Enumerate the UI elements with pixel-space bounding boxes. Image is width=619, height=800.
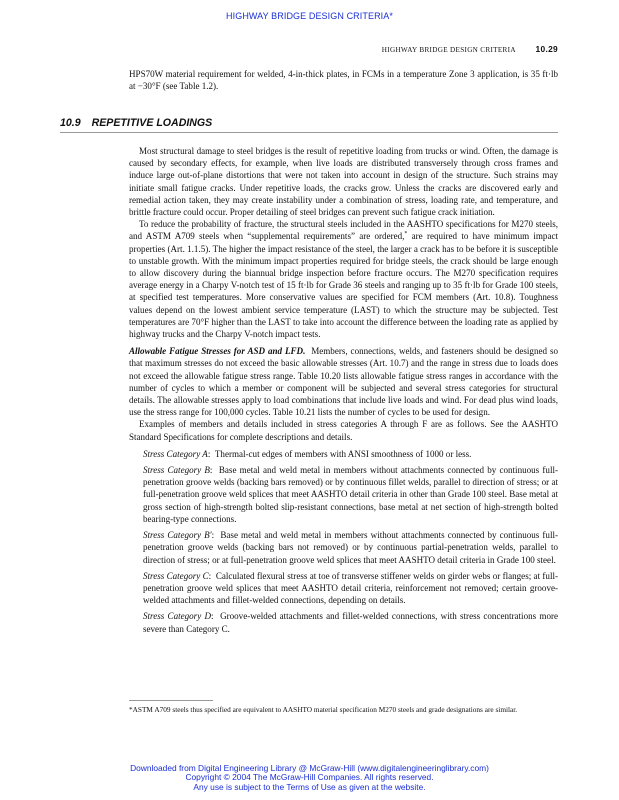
category-text: Base metal and weld metal in members without attachments connected by continuous full-penetration groove welds (backing bars removed) or by continuous fillet welds, parallel to direction of stress; or at full-penetration groove weld splices that meet AASHTO detail criteria in other than Grade 100 steel. Base metal at gross section of high-strength bolted slip-resistant connections, base metal at net section of high-strength bolted bearing-type connections. [143, 465, 558, 524]
category-item: Stress Category B′: Base metal and weld metal in members without attachments connected by continuous full-penetration groove welds (backing bars not removed) or by continuous partial-penetration welds, parallel to direction of stress; or at full-penetration groove weld splices that meet AASHTO detail criteria in Grade 100 steel. [143, 530, 558, 565]
category-text: Thermal-cut edges of members with ANSI smoothness of 1000 or less. [214, 448, 472, 459]
category-name: Stress Category D [143, 611, 212, 622]
download-notice-link[interactable]: Downloaded from Digital Engineering Library @ McGraw-Hill (www.digitalengineeringlibrary.com) [130, 763, 489, 773]
footnote-marker: * [404, 231, 408, 238]
section-heading [60, 117, 558, 133]
category-name: Stress Category B′ [143, 530, 212, 541]
section-body [129, 145, 558, 635]
section-number: 10.9 [60, 117, 81, 129]
category-text: Base metal and weld metal in members without attachments connected by continuous full-penetration groove welds (backing bars not removed) or by continuous partial-penetration welds, parallel to direction of stress; or at full-penetration groove weld splices that meet AASHTO detail criteria in Grade 100 steel. [143, 530, 558, 565]
paragraph-2-part-a: To reduce the probability of fracture, the structural steels included in the AASHTO specifications for M270 steels, and ASTM A709 steels when “supplemental requirements” are ordered, [129, 219, 558, 242]
footnote-divider [129, 700, 213, 701]
paragraph-2 [129, 218, 558, 340]
paragraph-3 [129, 345, 558, 418]
category-text: Calculated flexural stress at toe of transverse stiffener welds on girder webs or flanges; at full-penetration groove weld splices that meet AASHTO detail criteria, reinforcement not removed; certain groove-welded attachments and fillet-welded connections, depending on details. [143, 570, 558, 606]
category-text: Groove-welded attachments and fillet-welded connections, with stress concentrations more severe than Category C. [143, 611, 558, 634]
copyright-line: Copyright © 2004 The McGraw-Hill Companies. All rights reserved. [185, 772, 434, 783]
footnote: *ASTM A709 steels thus specified are equivalent to AASHTO material specification M270 steels and grade designations are similar. [129, 705, 518, 714]
category-name: Stress Category C [143, 570, 209, 581]
category-item: Stress Category D: Groove-welded attachments and fillet-welded connections, with stress concentrations more severe than Category C. [143, 611, 558, 634]
paragraph-3-text: Members, connections, welds, and fasteners should be designed so that maximum stresses do not exceed the basic allowable stresses (Art. 10.7) and the range in stress due to loads does not exceed the allowable fatigue stress range. Table 10.20 lists allowable fatigue stress ranges in accordance with the number of cycles to which a member or component will be subjected and several stress categories for structural details. The allowable stresses apply to load combinations that include live loads and wind. For dead plus wind loads, use the stress range for 100,000 cycles. Table 10.21 lists the number of cycles to be used for design. [129, 346, 558, 418]
running-head [382, 44, 558, 54]
paragraph-4: Examples of members and details included in stress categories A through F are as follows. See the AASHTO Standard Specifications for complete descriptions and details. [129, 419, 558, 442]
category-name: Stress Category B [143, 465, 210, 476]
category-name: Stress Category A [143, 448, 208, 459]
paragraph-2-part-b: are required to have minimum impact properties (Art. 1.1.5). The higher the impact resistance of the steel, the larger a crack has to be before it is susceptible to unstable growth. With the minimum impact properties required for bridge steels, the crack should be large enough to allow discovery during the biannual bridge inspection before fracture occurs. The M270 specification requires average energy in a Charpy V-notch test of 15 ft·lb for Grade 36 steels and ranging up to 35 ft·lb for Grade 100 steels, at specified test temperatures. More conservative values are specified for FCM members (Art. 10.8). Toughness values depend on the lowest ambient service temperature (LAST) to which the structure may be subjected. Test temperatures are 70°F higher than the LAST to take into account the difference between the loading rate as applied by highway trucks and the Charpy V-notch impact tests. [129, 231, 558, 340]
category-item: Stress Category A: Thermal-cut edges of members with ANSI smoothness of 1000 or less. [143, 448, 472, 459]
page-number: 10.29 [535, 44, 558, 54]
intro-paragraph: HPS70W material requirement for welded, 4-in-thick plates, in FCMs in a temperature Zone 3 application, is 35 ft·lb at −30°F (see Table 1.2). [129, 69, 558, 92]
top-banner: HIGHWAY BRIDGE DESIGN CRITERIA* [226, 11, 393, 21]
terms-of-use-line: Any use is subject to the Terms of Use as given at the website. [193, 781, 426, 792]
paragraph-1: Most structural damage to steel bridges is the result of repetitive loading from trucks or wind. Often, the damage is caused by secondary effects, for example, when live loads are distributed transversely through cross frames and induce large out-of-plane distortions that were not taken into account in design of the structure. Such strains may initiate small fatigue cracks. Under repetitive loads, the cracks grow. Unless the cracks are discovered early and remedial action taken, they may create instability under a combination of stress, loading rate, and temperature, and brittle fracture could occur. Proper detailing of steel bridges can prevent such fatigue crack initiation. [129, 146, 558, 218]
category-item: Stress Category B: Base metal and weld metal in members without attachments connected by continuous full-penetration groove welds (backing bars removed) or by continuous fillet welds, parallel to direction of stress; or at full-penetration groove weld splices that meet AASHTO detail criteria in other than Grade 100 steel. Base metal at gross section of high-strength bolted slip-resistant connections, base metal at net section of high-strength bolted bearing-type connections. [143, 465, 558, 524]
run-in-heading: Allowable Fatigue Stresses for ASD and LFD. [129, 346, 306, 357]
running-head-title: HIGHWAY BRIDGE DESIGN CRITERIA [381, 46, 516, 54]
category-item: Stress Category C: Calculated flexural stress at toe of transverse stiffener welds on girder webs or flanges; at full-penetration groove weld splices that meet AASHTO detail criteria, reinforcement not removed; certain groove-welded attachments and fillet-welded connections, depending on details. [143, 570, 558, 606]
section-title: REPETITIVE LOADINGS [91, 117, 213, 129]
bottom-banner [0, 764, 619, 792]
